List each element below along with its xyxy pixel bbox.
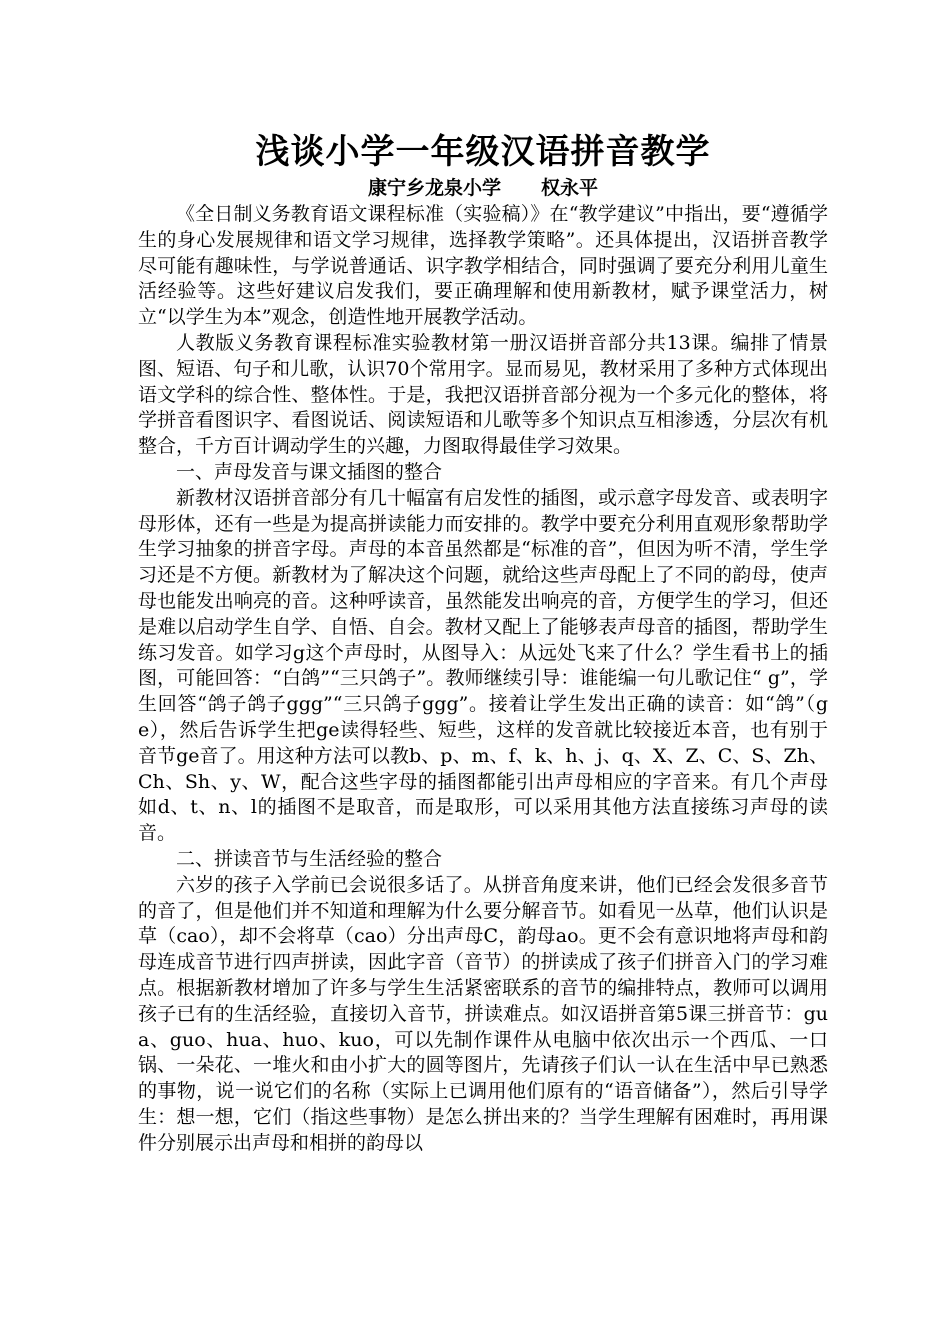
document-page xyxy=(138,130,828,1156)
paragraph-intro: 《全日制义务教育语文课程标准（实验稿）》在“教学建议”中指出，要“遵循学生的身心发展规律和语文学习规律，选择教学策略”。还具体提出，汉语拼音教学尽可能有趣味性，与学说普通话、识字教学相结合，同时强调了要充分利用儿童生活经验等。这些好建议启发我们，要正确理解和使用新教材，赋予课堂活力，树立“以学生为本”观念，创造性地开展教学活动。 xyxy=(138,203,828,329)
byline-author: 权永平 xyxy=(541,177,599,199)
paragraph-section-1: 新教材汉语拼音部分有几十幅富有启发性的插图，或示意字母发音、或表明字母形体，还有一些是为提高拼读能力而安排的。教学中要充分利用直观形象帮助学生学习抽象的拼音字母。声母的本音虽然都是“标准的音”，但因为听不清，学生学习还是不方便。新教材为了解决这个问题，就给这些声母配上了不同的韵母，使声母也能发出响亮的音。这种呼读音，虽然能发出响亮的音，方便学生的学习，但还是难以启动学生自学、自悟、自会。教材又配上了能够表声母音的插图，帮助学生练习发音。如学习g这个声母时，从图导入：从远处飞来了什么？学生看书上的插图，可能回答：“白鸽”“三只鸽子”。教师继续引导：谁能编一句儿歌记住“ g”，学生回答“鸽子鸽子ggg”“三只鸽子ggg”。接着让学生发出正确的读音：如“鸽”（ge），然后告诉学生把ge读得轻些、短些，这样的发音就比较接近本音，也有别于音节ge音了。用这种方法可以教b、p、m、f、k、h、j、q、X、Z、C、S、Zh、Ch、Sh、y、W，配合这些字母的插图都能引出声母相应的字音来。有几个声母如d、t、n、l的插图不是取音，而是取形，可以采用其他方法直接练习声母的读音。 xyxy=(138,486,828,845)
section-heading-1: 一、声母发音与课文插图的整合 xyxy=(176,460,443,483)
byline-school: 康宁乡龙泉小学 xyxy=(367,177,501,199)
document-title: 浅谈小学一年级汉语拼音教学 xyxy=(255,132,711,172)
document-byline xyxy=(138,174,828,202)
paragraph-section-2: 六岁的孩子入学前已会说很多话了。从拼音角度来讲，他们已经会发很多音节的音了，但是他们并不知道和理解为什么要分解音节。如看见一丛草，他们认识是草（cao），却不会将草（cao）分出声母C，韵母ao。更不会有意识地将声母和韵母连成音节进行四声拼读，因此字音（音节）的拼读成了孩子们拼音入门的学习难点。根据新教材增加了许多与学生生活紧密联系的音节的编排特点，教师可以调用孩子已有的生活经验，直接切入音节，拼读难点。如汉语拼音第5课三拼音节：gua、guo、hua、huo、kuo，可以先制作课件从电脑中依次出示一个西瓜、一口锅、一朵花、一堆火和由小扩大的圆等图片，先请孩子们认一认在生活中早已熟悉的事物，说一说它们的名称（实际上已调用他们原有的“语音储备”），然后引导学生：想一想，它们（指这些事物）是怎么拼出来的？当学生理解有困难时，再用课件分别展示出声母和相拼的韵母以 xyxy=(138,873,828,1154)
document-body xyxy=(138,202,828,1156)
paragraph-textbook-overview: 人教版义务教育课程标准实验教材第一册汉语拼音部分共13课。编排了情景图、短语、句子和儿歌，认识70个常用字。显而易见，教材采用了多种方式体现出语文学科的综合性、整体性。于是，我把汉语拼音部分视为一个多元化的整体，将学拼音看图识字、看图说话、阅读短语和儿歌等多个知识点互相渗透，分层次有机整合，千方百计调动学生的兴趣，力图取得最佳学习效果。 xyxy=(138,331,828,458)
section-heading-2: 二、拼读音节与生活经验的整合 xyxy=(176,847,443,870)
